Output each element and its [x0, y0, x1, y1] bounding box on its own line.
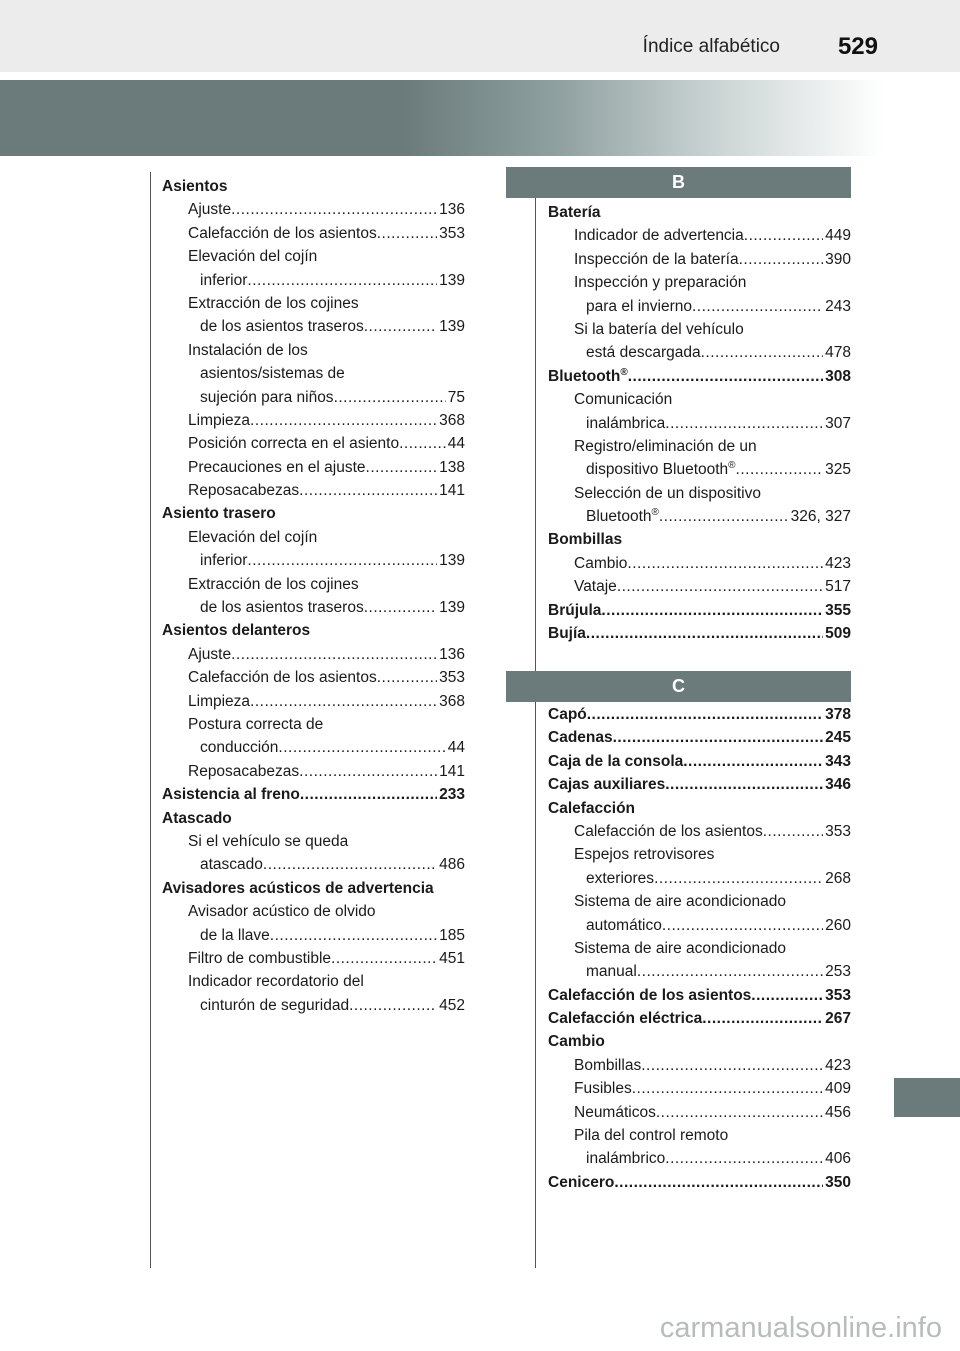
entry-text: Cenicero — [548, 1173, 615, 1191]
dot-leader — [366, 456, 438, 479]
page-ref: 308 — [825, 367, 851, 385]
page-ref: 343 — [825, 752, 851, 770]
page-ref: 353 — [825, 986, 851, 1004]
entry-text: de la llave — [200, 926, 270, 944]
page-ref: 486 — [439, 856, 465, 874]
entry-text: Indicador recordatorio del — [188, 973, 364, 991]
index-subentry — [548, 914, 851, 937]
index-entry — [548, 201, 851, 224]
entry-text: Inspección de la batería — [574, 250, 739, 268]
entry-text: atascado — [200, 856, 263, 874]
dot-leader — [364, 596, 437, 619]
entry-text: Limpieza — [188, 692, 251, 710]
entry-text: Bombillas — [574, 1056, 642, 1074]
dot-leader — [349, 994, 437, 1017]
dot-leader — [334, 386, 446, 409]
page-ref: 406 — [825, 1150, 851, 1168]
entry-text: Cajas auxiliares — [548, 776, 666, 794]
page-ref: 307 — [825, 414, 851, 432]
page-ref: 451 — [439, 949, 465, 967]
entry-text: Reposacabezas — [188, 482, 300, 500]
entry-text: Bombillas — [548, 531, 623, 549]
index-subentry — [548, 820, 851, 843]
page-ref: 346 — [825, 776, 851, 794]
dot-leader — [300, 783, 437, 806]
index-subentry — [162, 713, 465, 736]
dot-leader — [665, 412, 823, 435]
page-ref: 456 — [825, 1103, 851, 1121]
page-number: 529 — [837, 33, 878, 60]
index-subentry — [162, 269, 465, 292]
page-ref: 325 — [825, 461, 851, 479]
entry-text: está descargada — [586, 344, 701, 362]
index-subentry — [162, 853, 465, 876]
page-ref: 139 — [439, 318, 465, 336]
entry-text: automático — [586, 916, 662, 934]
page-ref: 233 — [439, 786, 465, 804]
index-entry — [162, 619, 465, 642]
index-subentry — [548, 890, 851, 913]
page-ref: 136 — [439, 201, 465, 219]
page-ref: 141 — [439, 482, 465, 500]
entry-text: Fusibles — [574, 1080, 632, 1098]
page-ref: 452 — [439, 996, 465, 1014]
index-subentry — [548, 224, 851, 247]
index-subentry — [548, 1101, 851, 1124]
index-subentry — [548, 867, 851, 890]
entry-text: asientos/sistemas de — [200, 365, 345, 383]
entry-text: conducción — [200, 739, 279, 757]
entry-text: Pila del control remoto — [574, 1127, 729, 1145]
entry-text: inalámbrica — [586, 414, 666, 432]
dot-leader — [299, 760, 437, 783]
page-ref: 423 — [825, 554, 851, 572]
dot-leader — [377, 666, 437, 689]
entry-text: Calefacción de los asientos — [188, 669, 377, 687]
entry-text: Inspección y preparación — [574, 274, 747, 292]
page-ref: 139 — [439, 552, 465, 570]
index-subentry — [162, 549, 465, 572]
index-entry — [162, 175, 465, 198]
index-subentry — [162, 386, 465, 409]
page-ref: 44 — [447, 739, 465, 757]
page-ref: 355 — [825, 601, 851, 619]
entry-text: Calefacción de los asientos — [574, 822, 763, 840]
index-subentry — [162, 198, 465, 221]
dot-leader — [736, 458, 824, 481]
entry-text: Bluetooth® — [548, 366, 628, 385]
index-subentry — [548, 1077, 851, 1100]
index-subentry — [162, 994, 465, 1017]
index-section-c — [548, 703, 851, 1194]
dot-leader — [659, 505, 789, 528]
index-column-left — [162, 175, 465, 1017]
page-ref: 350 — [825, 1173, 851, 1191]
page-ref: 409 — [825, 1080, 851, 1098]
index-subentry — [162, 479, 465, 502]
index-entry — [548, 622, 851, 645]
dot-leader — [247, 269, 437, 292]
page-ref: 138 — [439, 458, 465, 476]
index-subentry — [162, 409, 465, 432]
entry-text: dispositivo Bluetooth® — [586, 460, 736, 479]
index-entry — [162, 502, 465, 525]
index-subentry — [162, 690, 465, 713]
index-entry — [548, 365, 851, 388]
index-entry — [548, 1030, 851, 1053]
index-entry — [548, 599, 851, 622]
entry-text: Ajuste — [188, 645, 232, 663]
index-subentry — [162, 222, 465, 245]
dot-leader — [637, 960, 823, 983]
index-subentry — [548, 341, 851, 364]
dot-leader — [231, 198, 437, 221]
page-ref: 353 — [439, 669, 465, 687]
entry-text: manual — [586, 963, 637, 981]
section-header-b: B — [506, 167, 851, 198]
index-subentry — [548, 295, 851, 318]
dot-leader — [250, 690, 437, 713]
entry-text: Bluetooth® — [586, 506, 659, 526]
index-subentry — [162, 830, 465, 853]
entry-text: Caja de la consola — [548, 752, 684, 770]
index-section-b — [548, 201, 851, 645]
dot-leader — [613, 726, 824, 749]
dot-leader — [331, 947, 437, 970]
page-ref: 141 — [439, 762, 465, 780]
index-subentry — [548, 1124, 851, 1147]
dot-leader — [656, 1101, 823, 1124]
index-subentry — [548, 505, 851, 528]
index-subentry — [162, 736, 465, 759]
entry-text: Reposacabezas — [188, 762, 300, 780]
entry-text: Asistencia al freno — [162, 786, 300, 804]
left-column-rule — [150, 172, 151, 1268]
entry-text: Vataje — [574, 578, 617, 596]
entry-text: Batería — [548, 204, 601, 221]
index-subentry — [162, 362, 465, 385]
index-subentry — [162, 339, 465, 362]
page-ref: 449 — [825, 227, 851, 245]
page-ref: 139 — [439, 271, 465, 289]
dot-leader — [247, 549, 437, 572]
entry-text: Asientos — [162, 178, 228, 195]
registered-mark: ® — [728, 460, 736, 472]
index-subentry — [162, 245, 465, 268]
page-ref: 368 — [439, 411, 465, 429]
page-ref: 243 — [825, 297, 851, 315]
dot-leader — [641, 1054, 823, 1077]
entry-text: Atascado — [162, 809, 232, 827]
dot-leader — [270, 924, 437, 947]
index-subentry — [548, 960, 851, 983]
entry-text: Extracción de los cojines — [188, 575, 359, 593]
watermark: carmanualsonline.info — [659, 1312, 942, 1344]
entry-text: exteriores — [586, 869, 655, 887]
entry-text: Registro/eliminación de un — [574, 437, 757, 455]
page-ref: 509 — [825, 625, 851, 643]
index-subentry — [162, 573, 465, 596]
entry-text: Capó — [548, 706, 587, 723]
dot-leader — [278, 736, 445, 759]
index-subentry — [548, 552, 851, 575]
index-subentry — [548, 1054, 851, 1077]
entry-text: Calefacción de los asientos — [548, 986, 752, 1004]
index-entry — [162, 783, 465, 806]
entry-text: Filtro de combustible — [188, 949, 332, 967]
index-subentry — [162, 526, 465, 549]
page-ref: 353 — [439, 224, 465, 242]
index-subentry — [548, 318, 851, 341]
index-subentry — [162, 643, 465, 666]
index-subentry — [162, 924, 465, 947]
dot-leader — [683, 750, 823, 773]
page-ref: 478 — [825, 344, 851, 362]
registered-mark: ® — [620, 366, 628, 378]
index-subentry — [548, 1147, 851, 1170]
dot-leader — [665, 773, 823, 796]
entry-text: Si el vehículo se queda — [188, 832, 349, 850]
entry-text: Calefacción de los asientos — [188, 224, 377, 242]
index-subentry — [162, 900, 465, 923]
entry-text: Brújula — [548, 601, 602, 619]
header-band — [0, 80, 960, 156]
index-subentry — [548, 843, 851, 866]
entry-text: Asiento trasero — [162, 505, 276, 523]
entry-text: Indicador de advertencia — [574, 227, 744, 245]
entry-text: Si la batería del vehículo — [574, 320, 744, 338]
index-subentry — [162, 596, 465, 619]
dot-leader — [739, 248, 824, 271]
entry-text: Postura correcta de — [188, 715, 324, 733]
dot-leader — [662, 914, 823, 937]
index-subentry — [162, 947, 465, 970]
index-subentry — [548, 937, 851, 960]
index-entry — [548, 773, 851, 796]
entry-text: Extracción de los cojines — [188, 294, 359, 312]
dot-leader — [250, 409, 437, 432]
dot-leader — [601, 599, 823, 622]
entry-text: inferior — [200, 271, 248, 289]
entry-text: Calefacción eléctrica — [548, 1010, 703, 1028]
index-subentry — [548, 435, 851, 458]
index-entry — [548, 797, 851, 820]
page-ref: 260 — [825, 916, 851, 934]
entry-text: Ajuste — [188, 201, 232, 219]
page-ref: 44 — [447, 435, 465, 453]
entry-text: Cambio — [548, 1033, 605, 1051]
page-ref: 75 — [447, 388, 465, 406]
page-ref: 353 — [825, 822, 851, 840]
index-entry — [548, 1171, 851, 1194]
index-subentry — [548, 575, 851, 598]
index-subentry — [162, 760, 465, 783]
entry-text: Selección de un dispositivo — [574, 484, 761, 502]
entry-text: Sistema de aire acondicionado — [574, 893, 786, 911]
index-subentry — [548, 458, 851, 481]
index-subentry — [548, 248, 851, 271]
dot-leader — [692, 295, 823, 318]
section-thumb-tab — [894, 1078, 960, 1117]
dot-leader — [665, 1147, 823, 1170]
entry-text: Asientos delanteros — [162, 622, 311, 640]
entry-text: Precauciones en el ajuste — [188, 458, 366, 476]
index-subentry — [162, 432, 465, 455]
index-subentry — [162, 315, 465, 338]
index-entry — [162, 877, 465, 900]
entry-text: Instalación de los — [188, 341, 308, 359]
index-entry — [548, 528, 851, 551]
index-subentry — [548, 271, 851, 294]
page-ref: 267 — [825, 1010, 851, 1028]
page-title: Índice alfabético — [642, 36, 780, 57]
page-ref: 326, 327 — [790, 508, 851, 526]
entry-text: Cambio — [574, 554, 628, 572]
dot-leader — [399, 432, 446, 455]
dot-leader — [632, 1077, 823, 1100]
dot-leader — [701, 341, 824, 364]
index-subentry — [162, 292, 465, 315]
dot-leader — [364, 315, 437, 338]
dot-leader — [586, 622, 823, 645]
dot-leader — [377, 222, 437, 245]
dot-leader — [744, 224, 823, 247]
section-header-c: C — [506, 671, 851, 702]
entry-text: Posición correcta en el asiento — [188, 435, 400, 453]
header-bar — [0, 0, 960, 72]
index-subentry — [162, 970, 465, 993]
dot-leader — [763, 820, 823, 843]
dot-leader — [299, 479, 437, 502]
dot-leader — [627, 552, 823, 575]
dot-leader — [263, 853, 437, 876]
entry-text: Limpieza — [188, 411, 251, 429]
entry-text: Espejos retrovisores — [574, 846, 715, 864]
entry-text: inalámbrico — [586, 1150, 666, 1168]
index-subentry — [548, 482, 851, 505]
entry-text: inferior — [200, 552, 248, 570]
dot-leader — [702, 1007, 823, 1030]
entry-text: Avisador acústico de olvido — [188, 903, 376, 921]
dot-leader — [587, 703, 823, 726]
page-ref: 139 — [439, 599, 465, 617]
entry-text: cinturón de seguridad — [200, 996, 350, 1014]
index-entry — [548, 726, 851, 749]
dot-leader — [231, 643, 437, 666]
dot-leader — [628, 365, 823, 388]
index-entry — [548, 984, 851, 1007]
entry-text: para el invierno — [586, 297, 692, 315]
entry-text: Cadenas — [548, 729, 613, 747]
entry-text: Calefacción — [548, 799, 636, 817]
dot-leader — [654, 867, 823, 890]
index-entry — [162, 807, 465, 830]
entry-text: de los asientos traseros — [200, 599, 364, 617]
index-subentry — [162, 666, 465, 689]
entry-text: sujeción para niños — [200, 388, 334, 406]
index-subentry — [548, 388, 851, 411]
page-ref: 245 — [825, 729, 851, 747]
entry-text: Comunicación — [574, 391, 673, 409]
index-subentry — [162, 456, 465, 479]
entry-text: Bujía — [548, 625, 586, 643]
page-ref: 390 — [825, 250, 851, 268]
registered-mark: ® — [651, 506, 659, 518]
index-entry — [548, 703, 851, 726]
index-entry — [548, 750, 851, 773]
dot-leader — [614, 1171, 823, 1194]
page-ref: 253 — [825, 963, 851, 981]
entry-text: Avisadores acústicos de advertencia — [162, 879, 434, 897]
entry-text: de los asientos traseros — [200, 318, 364, 336]
entry-text: Neumáticos — [574, 1103, 656, 1121]
index-subentry — [548, 412, 851, 435]
page-ref: 368 — [439, 692, 465, 710]
entry-text: Elevación del cojín — [188, 528, 318, 546]
page-ref: 268 — [825, 869, 851, 887]
entry-text: Elevación del cojín — [188, 248, 318, 266]
page-ref: 185 — [439, 926, 465, 944]
page-ref: 423 — [825, 1056, 851, 1074]
dot-leader — [751, 984, 823, 1007]
page-ref: 517 — [825, 578, 851, 596]
page-ref: 378 — [825, 706, 851, 723]
right-column-rule — [535, 172, 536, 1268]
entry-text: Sistema de aire acondicionado — [574, 939, 786, 957]
dot-leader — [617, 575, 823, 598]
index-entry — [548, 1007, 851, 1030]
page-ref: 136 — [439, 645, 465, 663]
